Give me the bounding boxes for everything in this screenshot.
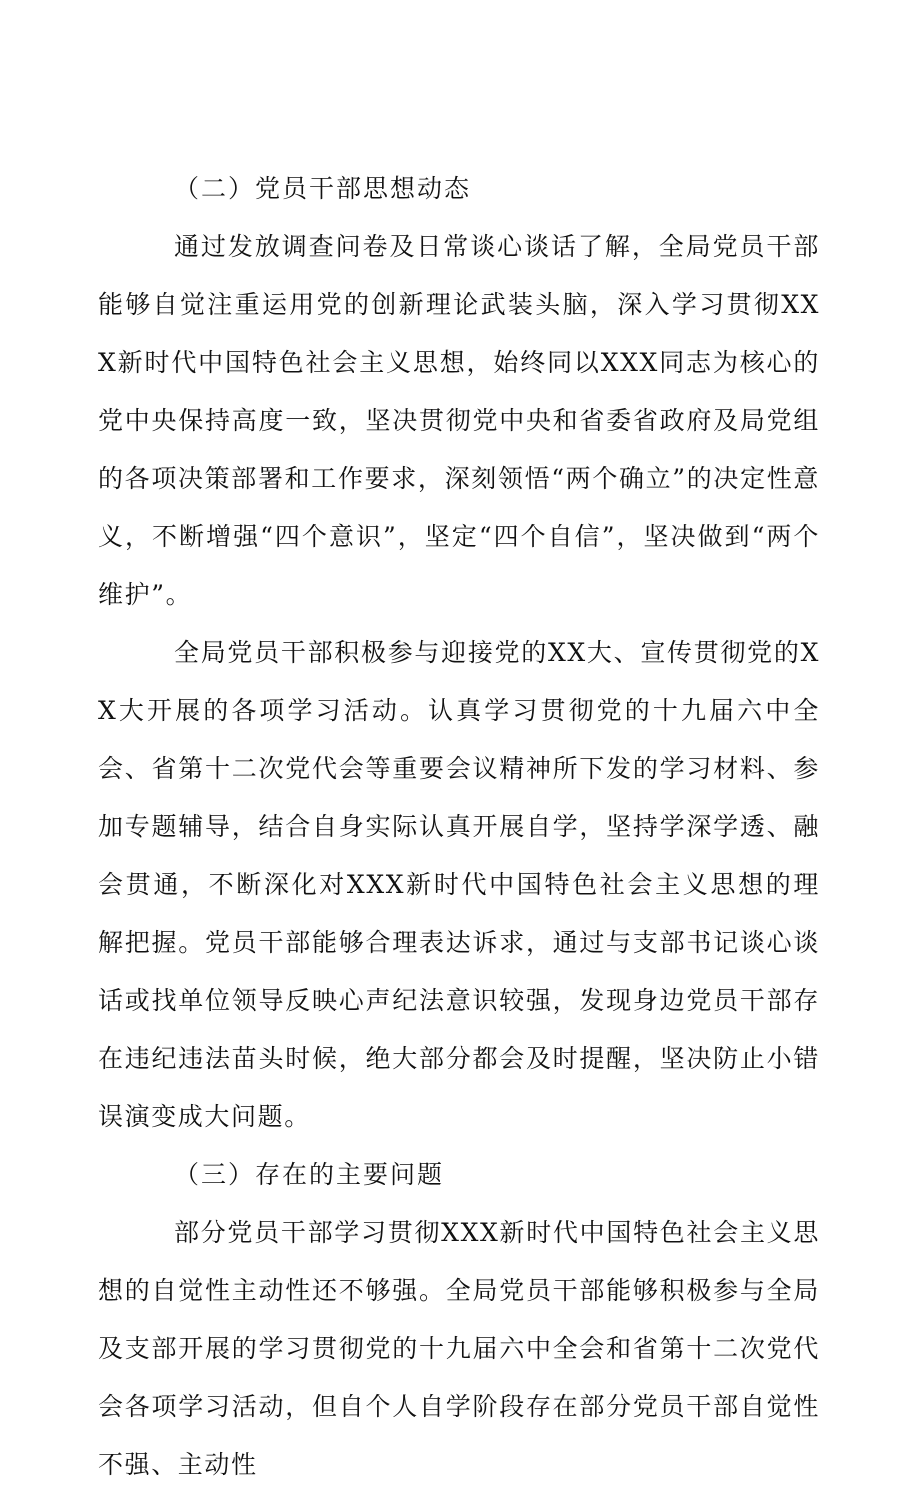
- section-heading-thoughts: （二）党员干部思想动态: [174, 174, 472, 203]
- paragraph-learning-activities: 全局党员干部积极参与迎接党的XX大、宣传贯彻党的XX大开展的各项学习活动。认真学习贯彻党的十九届六中全会、省第十二次党代会等重要会议精神所下发的学习材料、参加专题辅导，结合自身实际认真开展自学，坚持学深学透、融会贯通，不断深化对XXX新时代中国特色社会主义思想的理解把握。党员干部能够合理表达诉求，通过与支部书记谈心谈话或找单位领导反映心声纪法意识较强，发现身边党员干部存在违纪违法苗头时候，绝大部分都会及时提醒，坚决防止小错误演变成大问题。: [98, 638, 820, 1131]
- paragraph-problem-initiative: 部分党员干部学习贯彻XXX新时代中国特色社会主义思想的自觉性主动性还不够强。全局党员干部能够积极参与全局及支部开展的学习贯彻党的十九届六中全会和省第十二次党代会各项学习活动，但自个人自学阶段存在部分党员干部自觉性不强、主动性: [98, 1218, 820, 1479]
- document-body: [98, 160, 820, 1494]
- paragraph-theory-study: 通过发放调查问卷及日常谈心谈话了解，全局党员干部能够自觉注重运用党的创新理论武装头脑，深入学习贯彻XXX新时代中国特色社会主义思想，始终同以XXX同志为核心的党中央保持高度一致，坚决贯彻党中央和省委省政府及局党组的各项决策部署和工作要求，深刻领悟“两个确立”的决定性意义，不断增强“四个意识”，坚定“四个自信”，坚决做到“两个维护”。: [98, 232, 820, 609]
- section-heading-problems: （三）存在的主要问题: [174, 1160, 445, 1189]
